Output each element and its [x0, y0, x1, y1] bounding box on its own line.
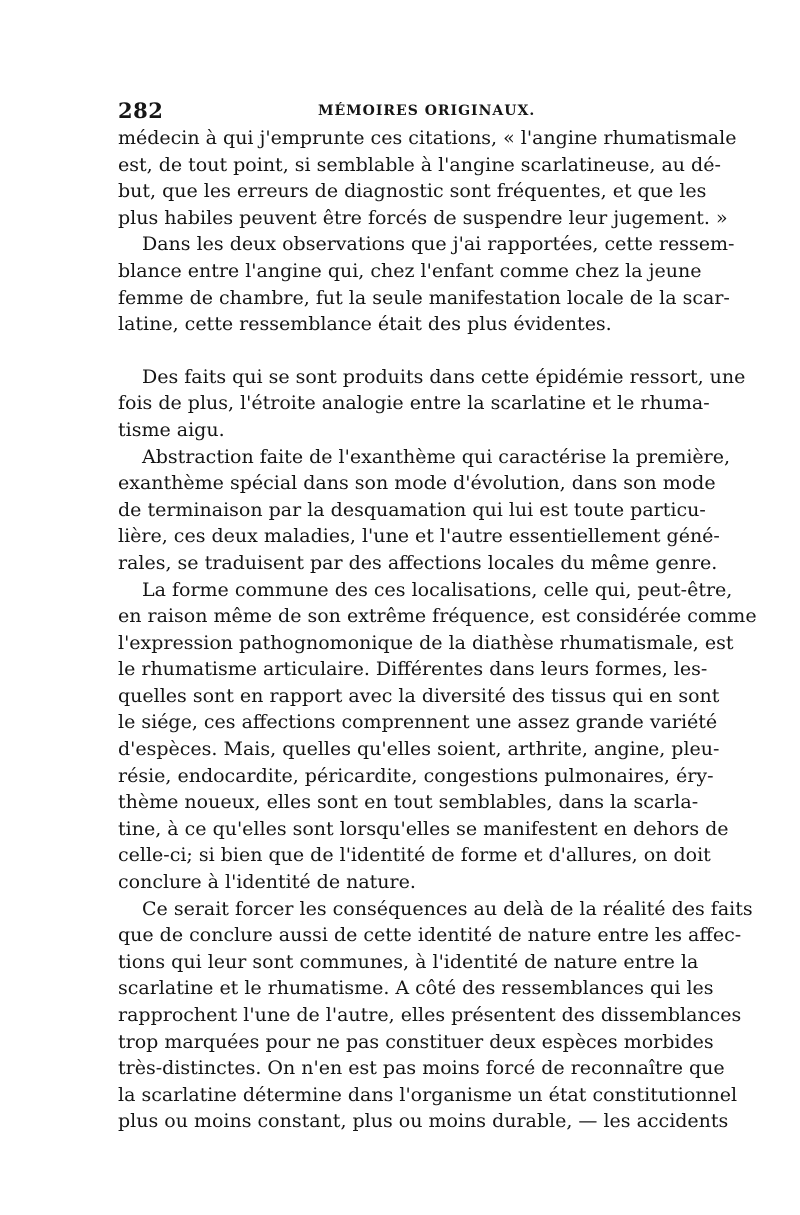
text-line: scarlatine et le rhumatisme. A côté des ressemblances qui les	[118, 977, 714, 1000]
text-line: celle-ci; si bien que de l'identité de forme et d'allures, on doit	[118, 844, 711, 867]
text-line: but, que les erreurs de diagnostic sont fréquentes, et que les	[118, 180, 707, 203]
text-line: le rhumatisme articulaire. Différentes dans leurs formes, les-	[118, 658, 708, 681]
text-line: l'expression pathognomonique de la diathèse rhumatismale, est	[118, 631, 734, 654]
paragraph	[118, 364, 746, 444]
text-line: rales, se traduisent par des affections locales du même genre.	[118, 551, 718, 574]
text-line: tisme aigu.	[118, 418, 225, 441]
text-line: trop marquées pour ne pas constituer deux espèces morbides	[118, 1030, 714, 1053]
text-line: La forme commune des ces localisations, celle qui, peut-être,	[142, 578, 733, 601]
text-line: de terminaison par la desquamation qui lui est toute particu-	[118, 498, 706, 521]
text-line: Abstraction faite de l'exanthème qui caractérise la première,	[142, 445, 731, 468]
text-line: le siége, ces affections comprennent une assez grande variété	[118, 711, 718, 734]
text-line: Des faits qui se sont produits dans cette épidémie ressort, une	[142, 365, 746, 388]
text-line: que de conclure aussi de cette identité de nature entre les affec-	[118, 924, 742, 947]
text-line: tions qui leur sont communes, à l'identité de nature entre la	[118, 950, 699, 973]
text-line: blance entre l'angine qui, chez l'enfant comme chez la jeune	[118, 259, 702, 282]
text-line: lière, ces deux maladies, l'une et l'autre essentiellement géné-	[118, 525, 720, 548]
paragraph	[118, 231, 735, 337]
text-line: tine, à ce qu'elles sont lorsqu'elles se manifestent en dehors de	[118, 817, 729, 840]
text-line: plus ou moins constant, plus ou moins durable, — les accidents	[118, 1110, 729, 1133]
text-line: résie, endocardite, péricardite, congestions pulmonaires, éry-	[118, 764, 714, 787]
page-header	[118, 98, 683, 124]
section-gap	[118, 338, 683, 364]
text-line: Dans les deux observations que j'ai rapportées, cette ressem-	[142, 233, 735, 256]
text-line: fois de plus, l'étroite analogie entre la scarlatine et le rhuma-	[118, 392, 710, 415]
text-line: thème noueux, elles sont en tout semblables, dans la scarla-	[118, 791, 699, 814]
paragraph	[118, 444, 731, 577]
text-line: rapprochent l'une de l'autre, elles présentent des dissemblances	[118, 1004, 742, 1026]
text-line: d'espèces. Mais, quelles qu'elles soient, arthrite, angine, pleu-	[118, 738, 720, 761]
text-line: conclure à l'identité de nature.	[118, 871, 416, 894]
text-line: quelles sont en rapport avec la diversité des tissus qui en sont	[118, 684, 720, 707]
paragraph	[118, 577, 757, 896]
text-line: très-distinctes. On n'en est pas moins forcé de reconnaître que	[118, 1057, 725, 1080]
text-line: latine, cette ressemblance était des plus évidentes.	[118, 313, 612, 336]
running-title: MÉMOIRES ORIGINAUX.	[318, 103, 536, 119]
text-line: exanthème spécial dans son mode d'évolution, dans son mode	[118, 472, 716, 495]
text-line: la scarlatine détermine dans l'organisme un état constitutionnel	[118, 1083, 738, 1106]
paragraph	[118, 896, 753, 1135]
text-line: plus habiles peuvent être forcés de suspendre leur jugement. »	[118, 206, 728, 229]
text-line: en raison même de son extrême fréquence, est considérée comme	[118, 605, 757, 628]
text-line: femme de chambre, fut la seule manifestation locale de la scar-	[118, 286, 730, 309]
body-text	[118, 125, 757, 1135]
paragraph	[118, 125, 737, 231]
text-line: médecin à qui j'emprunte ces citations, « l'angine rhumatismale	[118, 127, 737, 149]
text-line: Ce serait forcer les conséquences au delà de la réalité des faits	[142, 897, 753, 920]
page-number: 282	[118, 98, 164, 123]
text-line: est, de tout point, si semblable à l'angine scarlatineuse, au dé-	[118, 153, 721, 176]
